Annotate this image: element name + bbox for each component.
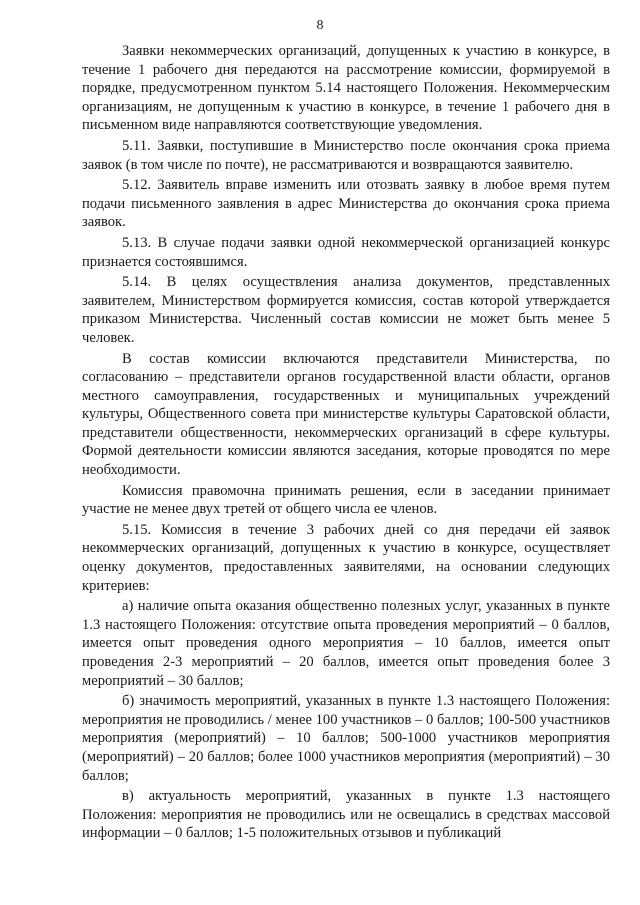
- paragraph-commission-quorum: Комиссия правомочна принимать решения, если в заседании принимает участие не менее двух третей от общего числа ее членов.: [82, 482, 610, 518]
- paragraph-5-14: 5.14. В целях осуществления анализа документов, представленных заявителем, Министерством формируется комиссия, состав которой утверждается приказом Министерства. Численный состав комиссии не может быть менее 5 человек.: [82, 274, 610, 346]
- document-body: [82, 42, 610, 845]
- criterion-v: в) актуальность мероприятий, указанных в пункте 1.3 настоящего Положения: мероприятия не проводились или не освещались в средствах массовой информации – 0 баллов; 1-5 положительных отзывов и публикаций: [82, 788, 610, 842]
- page-number: 8: [316, 18, 324, 33]
- paragraph-commission-composition: В состав комиссии включаются представители Министерства, по согласованию – представители органов государственной власти области, органов местного самоуправления, государственных и муниципальных учреждений культуры, Общественного совета при министерстве культуры Саратовской области, представители общественности, некоммерческих организаций в сфере культуры. Формой деятельности комиссии являются заседания, которые проводятся по мере необходимости.: [82, 350, 610, 479]
- criterion-b: б) значимость мероприятий, указанных в пункте 1.3 настоящего Положения: мероприятия не проводились / менее 100 участников – 0 баллов; 100-500 участников мероприятия (мероприятий) – 10 баллов; 500-1000 участников мероприятия (мероприятий) – 20 баллов; более 1000 участников мероприятия (мероприятий) – 30 баллов;: [82, 693, 610, 784]
- paragraph-admitted-applications: Заявки некоммерческих организаций, допущенных к участию в конкурсе, в течение 1 рабочего дня передаются на рассмотрение комиссии, формируемой в порядке, предусмотренном пунктом 5.14 настоящего Положения. Некоммерческим организациям, не допущенным к участию в конкурсе, в течение 1 рабочего дня в письменном виде направляются соответствующие уведомления.: [82, 43, 610, 134]
- paragraph-5-15: 5.15. Комиссия в течение 3 рабочих дней со дня передачи ей заявок некоммерческих организаций, допущенных к участию в конкурсе, осуществляет оценку документов, предоставленных заявителями, на основании следующих критериев:: [82, 521, 610, 594]
- paragraph-5-13: 5.13. В случае подачи заявки одной некоммерческой организацией конкурс признается состоявшимся.: [82, 234, 610, 270]
- paragraph-5-12: 5.12. Заявитель вправе изменить или отозвать заявку в любое время путем подачи письменного заявления в адрес Министерства до окончания срока приема заявок.: [82, 177, 610, 231]
- criterion-a: а) наличие опыта оказания общественно полезных услуг, указанных в пункте 1.3 настоящего Положения: отсутствие опыта проведения мероприятий – 0 баллов, имеется опыт проведения одного мероприятия – 10 баллов, имеется опыт проведения 2-3 мероприятий – 20 баллов, имеется опыт проведения более 3 мероприятий – 30 баллов;: [82, 598, 610, 689]
- paragraph-5-11: 5.11. Заявки, поступившие в Министерство после окончания срока приема заявок (в том числе по почте), не рассматриваются и возвращаются заявителю.: [82, 137, 610, 173]
